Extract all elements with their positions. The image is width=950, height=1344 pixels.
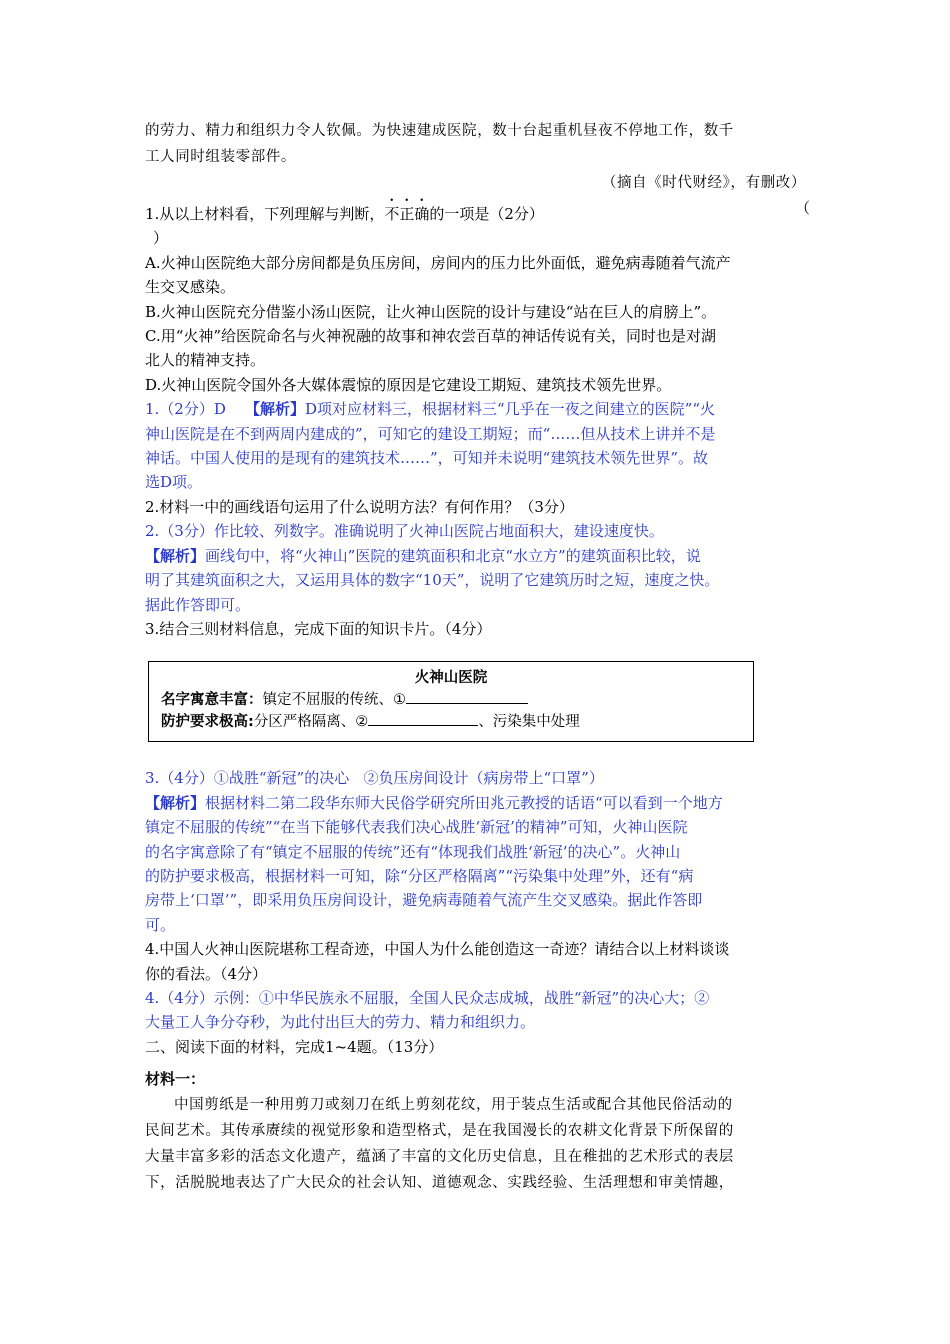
q4-line: 你的看法。（4分） — [145, 964, 268, 983]
card-row-label: 防护要求极高: — [161, 714, 254, 731]
card-row-label: 名字寓意丰富： — [161, 692, 263, 709]
a3-line: 的防护要求极高，根据材料一可知，除“分区严格隔离”“污染集中处理”外，还有“病 — [145, 866, 694, 885]
material-label: 材料一： — [145, 1070, 206, 1089]
q1-emphasis: 不正确 — [384, 205, 430, 223]
material-line: 大量丰富多彩的活态文化遗产，蕴涵了丰富的文化历史信息，且在稚拙的艺术形式的表层 — [145, 1148, 734, 1165]
option-d — [145, 373, 810, 397]
a2-line: 据此作答即可。 — [145, 595, 251, 614]
a3-line: 镇定不屈服的传统”“在当下能够代表我们决心战胜‘新冠’的精神”可知，火神山医院 — [145, 818, 688, 837]
a1-text: D项对应材料三，根据材料三“几乎在一夜之间建立的医院”“火 — [304, 400, 716, 419]
analysis-tag: 【解析】 — [145, 793, 206, 812]
option-line: 生交叉感染。 — [145, 278, 236, 297]
q1-text-pre: 1.从以上材料看，下列理解与判断， — [145, 205, 385, 223]
a4-line: 4.（4分）示例：①中华民族永不屈服，全国人民众志成城，战胜“新冠”的决心大；② — [145, 988, 710, 1007]
card-row-name — [161, 689, 741, 711]
card-title: 火神山医院 — [414, 670, 488, 687]
option-line: B.火神山医院充分借鉴小汤山医院，让火神山医院的设计与建设“站在巨人的肩膀上”。 — [145, 302, 717, 321]
option-line: D.火神山医院令国外各大媒体震惊的原因是它建设工期短、建筑技术领先世界。 — [145, 375, 672, 394]
a2-line: 2.（3分）作比较、列数字。准确说明了火神山医院占地面积大，建设速度快。 — [145, 522, 664, 541]
a3-text: 根据材料二第二段华东师大民俗学研究所田兆元教授的话语“可以看到一个地方 — [205, 793, 723, 812]
intro-line: 的劳力、精力和组织力令人钦佩。为快速建成医院，数十台起重机昼夜不停地工作，数千 — [145, 123, 734, 139]
material-line: 民间艺术。其传承赓续的视觉形象和造型格式，是在我国漫长的农耕文化背景下所保留的 — [145, 1122, 734, 1139]
blank-1[interactable] — [406, 689, 528, 704]
option-line: C.用“火神”给医院命名与火神祝融的故事和神农尝百草的神话传说有关，同时也是对湖 — [145, 327, 717, 346]
q1-answer-paren-close: ） — [153, 229, 169, 248]
a2-line: 明了其建筑面积之大，又运用具体的数字“10天”，说明了它建筑历时之短，速度之快。 — [145, 571, 720, 590]
analysis-tag: 【解析】 — [145, 546, 206, 565]
answer-3 — [145, 766, 810, 937]
a3-line: 的名字寓意除了有“镇定不屈服的传统”还有“体现我们战胜‘新冠’的决心”。火神山 — [145, 842, 681, 861]
question-3: 3.结合三则材料信息，完成下面的知识卡片。（4分） — [145, 619, 492, 638]
a3-line: 可。 — [145, 915, 176, 934]
option-line: 北人的精神支持。 — [145, 351, 266, 370]
card-row-text: 分区严格隔离、② — [253, 714, 369, 731]
a2-text: 画线句中，将“火神山”医院的建筑面积和北京“水立方”的建筑面积比较，说 — [205, 546, 701, 565]
material-line: 中国剪纸是一种用剪刀或刻刀在纸上剪刻花纹，用于装点生活或配合其他民俗活动的 — [174, 1096, 733, 1113]
option-c — [145, 324, 810, 373]
a1-line: 选D项。 — [145, 473, 203, 492]
q4-line: 4.中国人火神山医院堪称工程奇迹，中国人为什么能创造这一奇迹？请结合以上材料谈谈 — [145, 940, 730, 959]
option-a — [145, 251, 810, 300]
q1-answer-paren-open: （ — [794, 199, 810, 217]
answer-2 — [145, 519, 810, 617]
material-1 — [145, 1067, 810, 1195]
question-1 — [145, 196, 810, 226]
answer-1 — [145, 397, 810, 495]
question-2: 2.材料一中的画线语句运用了什么说明方法？有何作用？（3分） — [145, 497, 574, 516]
a1-line: 神话。中国人使用的是现有的建筑技术……”，可知并未说明“建筑技术领先世界”。故 — [145, 449, 709, 468]
a1-head: 1.（2分）D — [145, 400, 226, 419]
intro-paragraph — [145, 118, 810, 170]
option-line: A.火神山医院绝大部分房间都是负压房间，房间内的压力比外面低，避免病毒随着气流产 — [145, 253, 731, 272]
intro-line: 工人同时组装零部件。 — [145, 149, 296, 165]
a4-line: 大量工人争分夺秒，为此付出巨大的劳力、精力和组织力。 — [145, 1013, 536, 1032]
answer-4 — [145, 986, 810, 1035]
a3-line: 房带上‘口罩’”，即采用负压房间设计，避免病毒随着气流产生交叉感染。据此作答即 — [145, 891, 703, 910]
analysis-tag: 【解析】 — [244, 400, 305, 419]
a3-line: 3.（4分）①战胜“新冠”的决心 ②负压房间设计（病房带上“口罩”） — [145, 769, 604, 788]
question-4 — [145, 937, 810, 986]
material-line: 下，活脱脱地表达了广大民众的社会认知、道德观念、实践经验、生活理想和审美情趣， — [145, 1174, 734, 1191]
source-citation: （摘自《时代财经》，有删改） — [601, 175, 806, 191]
card-row-tail: 、污染集中处理 — [478, 714, 580, 731]
document-page — [145, 118, 810, 1196]
card-row-protection — [161, 711, 741, 733]
knowledge-card — [148, 661, 754, 742]
q1-text-post: 的一项是（2分） — [429, 205, 544, 223]
blank-2[interactable] — [368, 711, 478, 726]
a1-line: 神山医院是在不到两周内建成的”，可知它的建设工期短；而“……但从技术上讲并不是 — [145, 424, 716, 443]
card-row-text: 镇定不屈服的传统、① — [262, 692, 406, 709]
option-b — [145, 300, 810, 324]
section-2-heading: 二、阅读下面的材料，完成1~4题。（13分） — [145, 1037, 444, 1056]
